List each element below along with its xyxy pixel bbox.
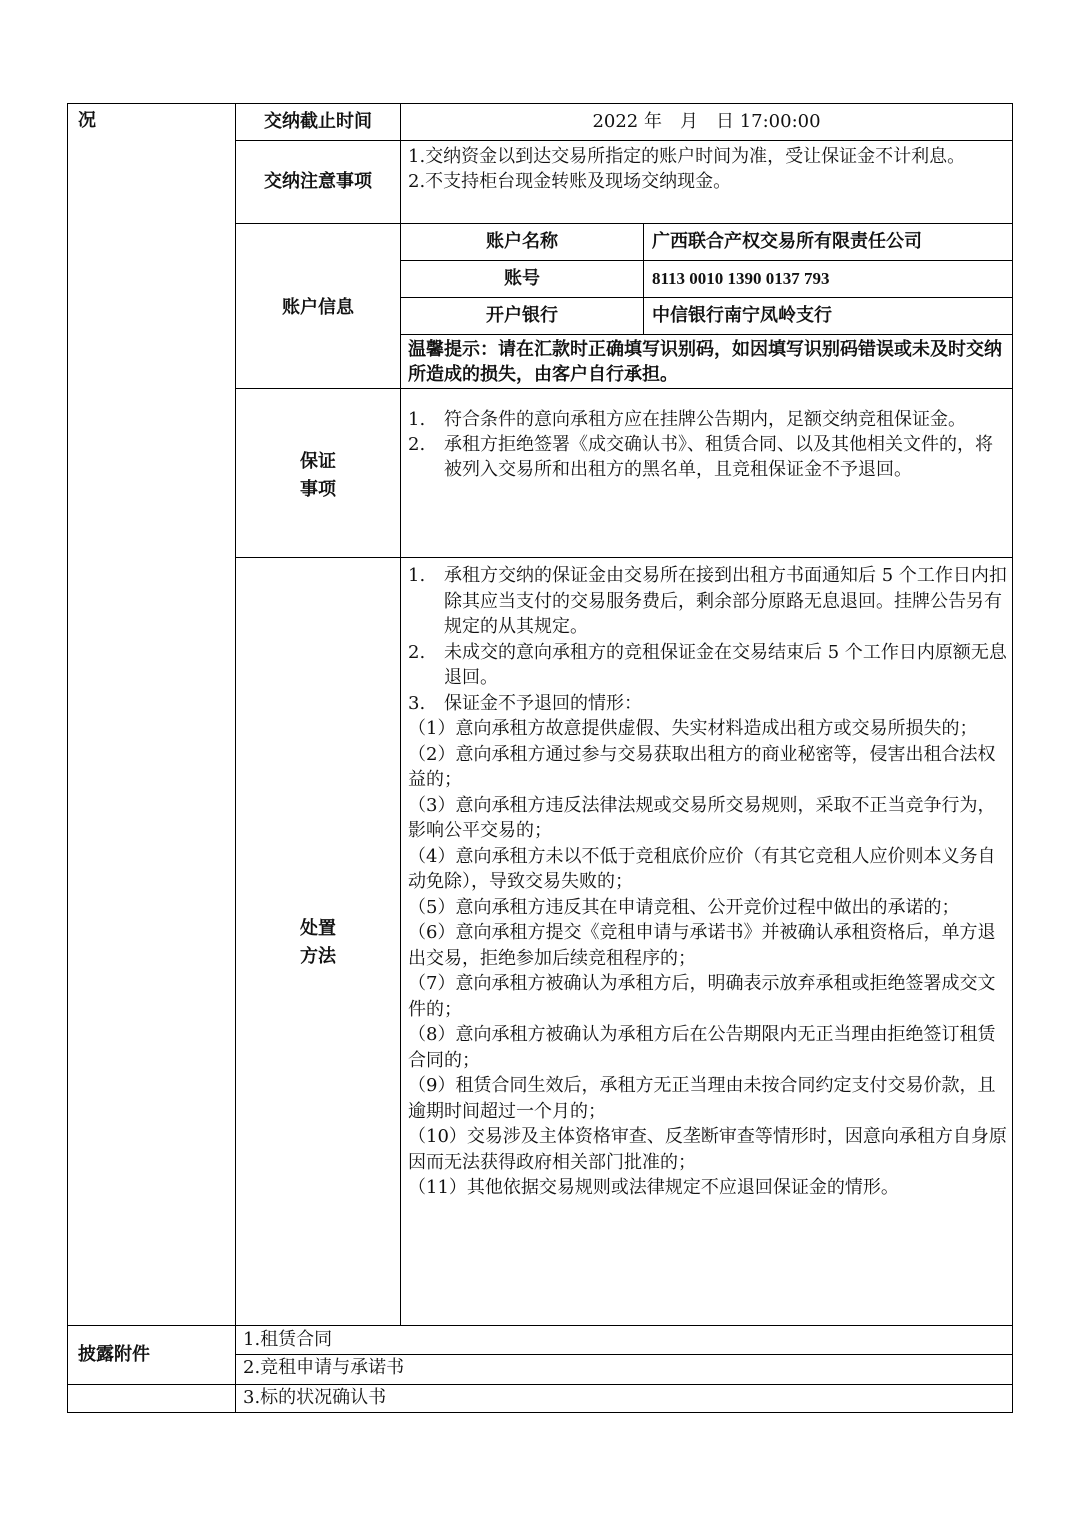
- row-sep-notes: [235, 223, 1013, 224]
- bank-value: 中信银行南宁凤岭支行: [652, 305, 832, 326]
- table-border-top: [67, 103, 1013, 104]
- attach-mid-ext: [235, 1384, 236, 1413]
- item-number: 2.: [408, 434, 426, 455]
- item-text: 未成交的意向承租方的竞租保证金在交易结束后 5 个工作日内原额无息退回。: [444, 641, 1007, 688]
- item-number: 3.: [408, 692, 426, 714]
- case-item: （3）意向承租方违反法律法规或交易所交易规则，采取不正当竞争行为，影响公平交易的；: [408, 794, 996, 841]
- deadline-label: 交纳截止时间: [264, 111, 372, 132]
- account-name-key: 账户名称: [486, 231, 558, 252]
- case-item: （2）意向承租方通过参与交易获取出租方的商业秘密等，侵害出租合法权益的；: [408, 743, 996, 790]
- item-text: 承租方拒绝签署《成交确认书》、租赁合同、以及其他相关文件的，将被列入交易所和出租方的黑名单，且竞租保证金不予退回。: [444, 434, 993, 480]
- disposal-list: [408, 563, 1008, 1201]
- notes-label: 交纳注意事项: [264, 171, 372, 192]
- case-item: （7）意向承租方被确认为承租方后，明确表示放弃承租或拒绝签署成交文件的；: [408, 973, 996, 1020]
- case-item: （10）交易涉及主体资格审查、反垄断审查等情形时，因意向承租方自身原因而无法获得政府相关部门批准的；: [408, 1126, 1007, 1173]
- case-item: （6）意向承租方提交《竞租申请与承诺书》并被确认承租资格后，单方退出交易，拒绝参加后续竞租程序的；: [408, 922, 996, 969]
- list-item: [408, 691, 1008, 717]
- account-label: 账户信息: [282, 297, 354, 318]
- account-reminder: [408, 337, 1008, 387]
- list-item: [408, 563, 1008, 640]
- case-item: （8）意向承租方被确认为承租方后在公告期限内无正当理由拒绝签订租赁合同的；: [408, 1024, 996, 1071]
- item-number: 1.: [408, 565, 426, 586]
- account-row-sep-2: [400, 297, 1013, 298]
- attach-right-ext: [1012, 1384, 1013, 1413]
- account-col-sep: [643, 223, 644, 334]
- row-sep-deadline: [235, 140, 1013, 141]
- item-number: 1.: [408, 409, 426, 430]
- list-item: [408, 407, 1008, 432]
- row-sep-account: [235, 388, 1013, 389]
- guarantee-label-1: 保证: [300, 451, 336, 472]
- notes-line-2: 2.不支持柜台现金转账及现场交纳现金。: [408, 171, 732, 192]
- bank-key: 开户银行: [486, 305, 558, 326]
- attachment-item-3: 3.标的状况确认书: [243, 1387, 387, 1408]
- attachments-label: 披露附件: [78, 1344, 150, 1365]
- guarantee-list: [408, 407, 1008, 482]
- list-item: [408, 432, 1008, 482]
- case-item: （1）意向承租方故意提供虚假、失实材料造成出租方或交易所损失的；: [408, 718, 978, 739]
- item-text: 符合条件的意向承租方应在挂牌公告期内，足额交纳竞租保证金。: [444, 409, 966, 430]
- guarantee-label-2: 事项: [300, 479, 336, 500]
- table-border-right: [1012, 103, 1013, 1385]
- row-sep-guarantee: [235, 557, 1013, 558]
- deadline-value: 2022 年 月 日 17:00:00: [592, 111, 821, 132]
- account-row-sep-3: [400, 334, 1013, 335]
- disposal-label-2: 方法: [300, 946, 336, 967]
- account-row-sep-1: [400, 260, 1013, 261]
- case-item: （4）意向承租方未以不低于竞租底价应价（有其它竞租人应价则本义务自动免除），导致交易失败的；: [408, 845, 996, 892]
- account-number-key: 账号: [504, 268, 540, 289]
- list-item: [408, 640, 1008, 691]
- attach-bottom: [67, 1412, 1013, 1413]
- row-sep-attachments: [67, 1325, 1013, 1326]
- item-text: 保证金不予退回的情形：: [444, 692, 642, 714]
- attachment-item-1: 1.租赁合同: [243, 1329, 333, 1350]
- item-text: 承租方交纳的保证金由交易所在接到出租方书面通知后 5 个工作日内扣除其应当支付的交易服务费后，剩余部分原路无息退回。挂牌公告另有规定的从其规定。: [444, 565, 1007, 637]
- item-number: 2.: [408, 641, 426, 663]
- case-item: （9）租赁合同生效后，承租方无正当理由未按合同约定支付交易价款，且逾期时间超过一个月的；: [408, 1075, 996, 1122]
- notes-line-1: 1.交纳资金以到达交易所指定的账户时间为准，受让保证金不计利息。: [408, 146, 966, 167]
- account-name-value: 广西联合产权交易所有限责任公司: [652, 231, 922, 252]
- row-sep-attach-1: [235, 1354, 1013, 1355]
- notes-body: [408, 144, 1008, 194]
- account-reminder-text: 温馨提示：请在汇款时正确填写识别码，如因填写识别码错误或未及时交纳所造成的损失，由客户自行承担。: [408, 339, 1002, 385]
- attach-left-ext: [67, 1384, 68, 1413]
- case-item: （11）其他依据交易规则或法律规定不应退回保证金的情形。: [408, 1177, 899, 1198]
- attachment-item-2: 2.竞租申请与承诺书: [243, 1357, 405, 1378]
- case-item: （5）意向承租方违反其在申请竞租、公开竞价过程中做出的承诺的；: [408, 896, 960, 918]
- attach-sep-2: [235, 1384, 1013, 1385]
- section-stub: 况: [78, 110, 96, 131]
- account-number-value: 8113 0010 1390 0137 793: [652, 269, 830, 288]
- disposal-label-1: 处置: [300, 918, 336, 939]
- table-border-left: [67, 103, 68, 1385]
